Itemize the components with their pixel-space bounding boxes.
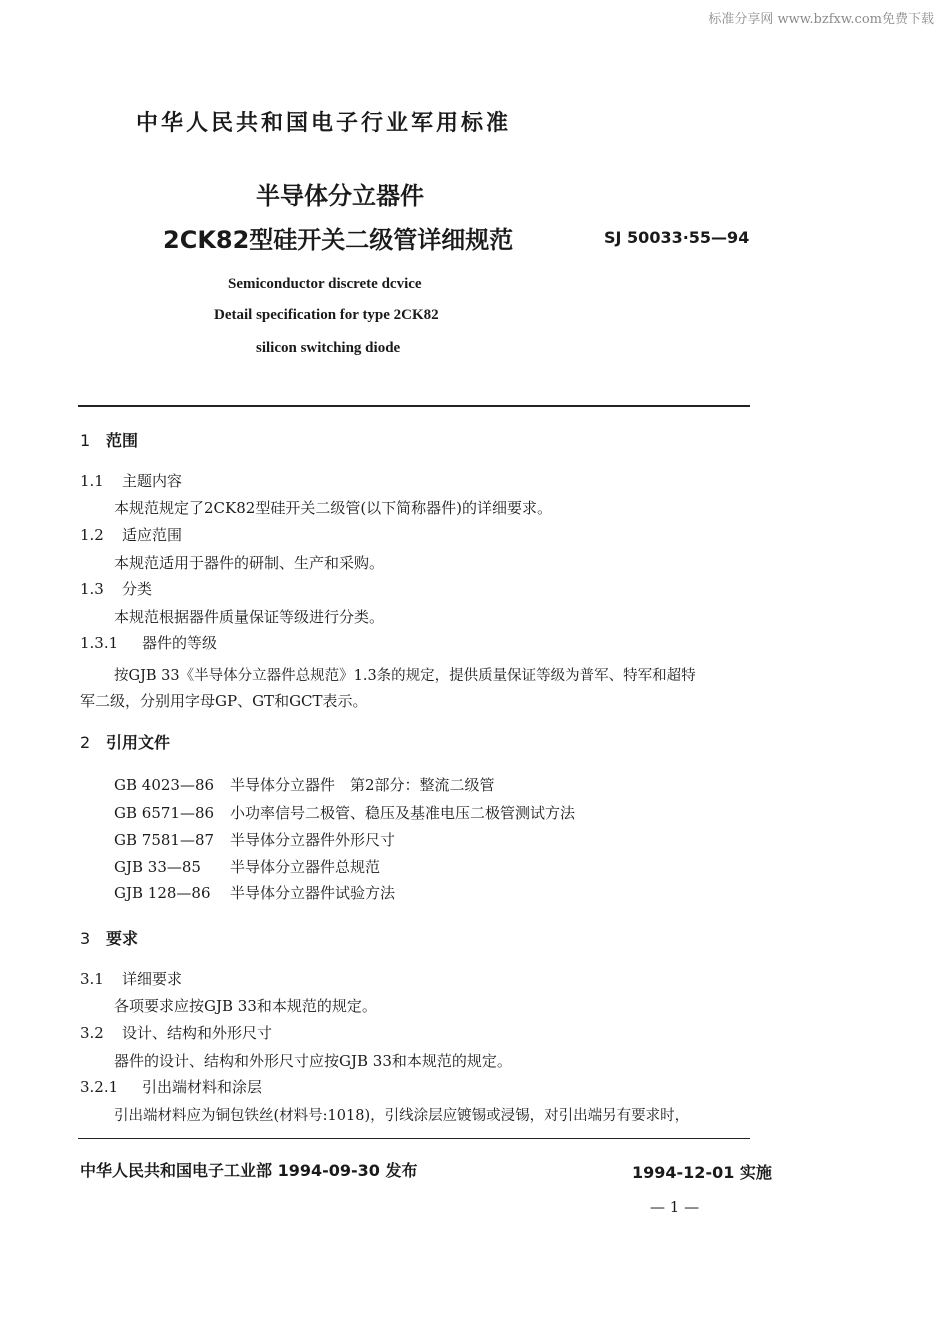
section-number: 1.2 [80, 526, 104, 544]
reference-item [114, 829, 395, 850]
section-title: 详细要求 [122, 970, 183, 988]
section-number: 3.2.1 [80, 1078, 119, 1096]
section-1-3-1-text-line2: 军二级，分别用字母GP、GT和GCT表示。 [80, 692, 368, 710]
reference-title: 半导体分立器件外形尺寸 [230, 831, 396, 849]
section-number: 1.1 [80, 472, 104, 490]
reference-code: GB 7581—87 [114, 831, 215, 849]
english-title-line2: Detail specification for type 2CK82 [214, 307, 439, 323]
section-number: 1.3 [80, 580, 104, 598]
section-title: 分类 [122, 580, 153, 598]
section-1-3-1-text-line1: 按GJB 33《半导体分立器件总规范》1.3条的规定，提供质量保证等级为普军、特军和超特 [114, 668, 696, 684]
page-number: — 1 — [650, 1198, 700, 1216]
section-number: 3 [80, 929, 91, 948]
issued-statement: 中华人民共和国电子工业部 1994-09-30 发布 [80, 1161, 418, 1180]
reference-title: 半导体分立器件 第2部分：整流二级管 [230, 776, 495, 794]
section-3-2-1-heading [80, 1076, 262, 1097]
document-title-line2: 2CK82型硅开关二级管详细规范 [163, 226, 514, 254]
watermark: 标准分享网 www.bzfxw.com免费下载 [708, 12, 934, 27]
section-1-2-text: 本规范适用于器件的研制、生产和采购。 [114, 554, 385, 572]
section-title: 范围 [106, 431, 139, 450]
reference-item [114, 856, 380, 877]
section-title: 器件的等级 [142, 634, 218, 652]
section-title: 要求 [106, 929, 139, 948]
reference-title: 半导体分立器件总规范 [230, 858, 381, 876]
header-divider [78, 405, 750, 407]
document-title-line1: 半导体分立器件 [256, 182, 424, 210]
standard-code: SJ 50033·55—94 [604, 228, 750, 247]
organization-heading: 中华人民共和国电子行业军用标准 [136, 111, 512, 136]
reference-code: GB 6571—86 [114, 804, 215, 822]
section-3-1-heading [80, 968, 182, 989]
section-1-heading [80, 428, 138, 451]
section-title: 引用文件 [106, 733, 171, 752]
reference-item [114, 774, 495, 795]
section-3-heading [80, 926, 138, 949]
reference-code: GJB 128—86 [114, 884, 211, 902]
section-title: 适应范围 [122, 526, 183, 544]
reference-title: 小功率信号二极管、稳压及基准电压二极管测试方法 [230, 804, 576, 822]
english-title-line3: silicon switching diode [256, 340, 401, 356]
reference-title: 半导体分立器件试验方法 [230, 884, 396, 902]
reference-code: GJB 33—85 [114, 858, 201, 876]
reference-item [114, 802, 575, 823]
section-3-2-heading [80, 1022, 272, 1043]
section-number: 1 [80, 431, 91, 450]
section-1-3-text: 本规范根据器件质量保证等级进行分类。 [114, 608, 385, 626]
footer-divider [78, 1138, 750, 1139]
section-title: 引出端材料和涂层 [142, 1078, 263, 1096]
section-number: 1.3.1 [80, 634, 119, 652]
section-3-1-text: 各项要求应按GJB 33和本规范的规定。 [114, 997, 377, 1015]
reference-item [114, 882, 395, 903]
section-1-3-1-heading [80, 632, 217, 653]
section-3-2-1-text: 引出端材料应为铜包铁丝(材料号:1018)，引线涂层应镀锡或浸锡，对引出端另有要求时， [114, 1108, 690, 1124]
section-1-2-heading [80, 524, 182, 545]
section-number: 3.1 [80, 970, 104, 988]
section-3-2-text: 器件的设计、结构和外形尺寸应按GJB 33和本规范的规定。 [114, 1052, 512, 1070]
effective-date: 1994-12-01 实施 [632, 1163, 772, 1182]
section-1-1-text: 本规范规定了2CK82型硅开关二级管(以下简称器件)的详细要求。 [114, 499, 553, 517]
section-2-heading [80, 730, 170, 753]
section-number: 3.2 [80, 1024, 104, 1042]
english-title-line1: Semiconductor discrete dcvice [228, 276, 422, 292]
section-1-1-heading [80, 470, 182, 491]
section-number: 2 [80, 733, 91, 752]
section-title: 主题内容 [122, 472, 183, 490]
section-title: 设计、结构和外形尺寸 [122, 1024, 273, 1042]
reference-code: GB 4023—86 [114, 776, 215, 794]
section-1-3-heading [80, 578, 152, 599]
